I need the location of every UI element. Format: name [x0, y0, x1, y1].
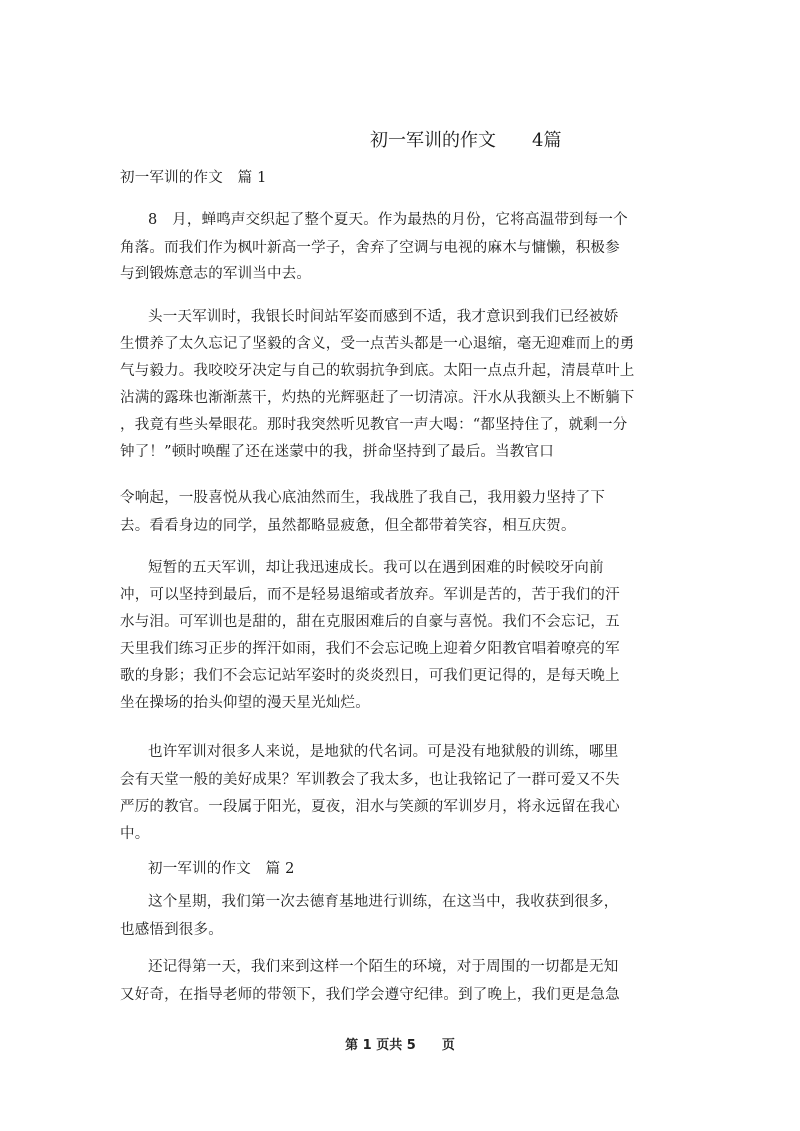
- paragraph-line: 又好奇，在指导老师的带领下，我们学会遵守纪律。到了晚上，我们更是急急: [120, 987, 620, 1003]
- paragraph-line: 令响起，一股喜悦从我心底油然而生，我战胜了我自己，我用毅力坚持了下: [120, 490, 606, 506]
- paragraph-line: 这个星期，我们第一次去德育基地进行训练，在这当中，我收获到很多，: [148, 894, 619, 910]
- paragraph-line: 8 月，蝉鸣声交织起了整个夏天。作为最热的月份，它将高温带到每一个: [148, 212, 628, 228]
- paragraph-line: 生惯养了太久忘记了坚毅的含义，受一点苦头都是一心退缩，毫无迎难而上的勇: [120, 336, 635, 352]
- paragraph-line: ，我竟有些头晕眼花。那时我突然听见教官一声大喝：“都坚持住了，就剩一分: [120, 417, 628, 433]
- paragraph-line: 角落。而我们作为枫叶新高一学子，舍弃了空调与电视的麻木与慵懒，积极参: [120, 240, 620, 256]
- paragraph-line: 去。看看身边的同学，虽然都略显疲惫，但全都带着笑容，相互庆贺。: [120, 518, 576, 534]
- paragraph-line: 中。: [120, 826, 150, 842]
- paragraph-line: 沾满的露珠也渐渐蒸干，灼热的光辉驱赶了一切清凉。汗水从我额头上不断躺下: [120, 390, 635, 406]
- paragraph-line: 还记得第一天，我们来到这样一个陌生的环境，对于周围的一切都是无知: [148, 959, 619, 975]
- paragraph-line: 天里我们练习正步的挥汗如雨，我们不会忘记晚上迎着夕阳教官唱着嘹亮的军: [120, 641, 620, 657]
- paragraph-line: 气与毅力。我咬咬牙决定与自己的软弱抗争到底。太阳一点点升起，清晨草叶上: [120, 363, 635, 379]
- title-count: 4篇: [532, 130, 562, 151]
- paragraph-line: 冲，可以坚持到最后，而不是轻易退缩或者放弃。军训是苦的，苦于我们的汗: [120, 587, 620, 603]
- section-1-heading: 初一军训的作文 篇 1: [120, 170, 267, 186]
- paragraph-line: 短暂的五天军训，却让我迅速成长。我可以在遇到困难的时候咬牙向前: [148, 560, 604, 576]
- page-footer: 第 1 页共 5 页: [345, 1038, 455, 1053]
- paragraph-line: 与到锻炼意志的军训当中去。: [120, 266, 312, 282]
- paragraph-line: 水与泪。可军训也是甜的，甜在克服困难后的自豪与喜悦。我们不会忘记，五: [120, 614, 620, 630]
- paragraph-line: 钟了！”顿时唤醒了还在迷蒙中的我，拼命坚持到了最后。当教官口: [120, 444, 554, 460]
- document-title: [370, 126, 561, 152]
- paragraph-line: 也感悟到很多。: [120, 922, 223, 938]
- paragraph-line: 歌的身影；我们不会忘记站军姿时的炎炎烈日，可我们更记得的，是每天晚上: [120, 668, 620, 684]
- paragraph-line: 头一天军训时，我银长时间站军姿而感到不适，我才意识到我们已经被娇: [148, 309, 619, 325]
- paragraph-line: 严厉的教官。一段属于阳光，夏夜，泪水与笑颜的军训岁月，将永远留在我心: [120, 799, 620, 815]
- paragraph-line: 也许军训对很多人来说，是地狱的代名词。可是没有地狱般的训练，哪里: [148, 744, 619, 760]
- paragraph-line: 会有天堂一般的美好成果？军训教会了我太多，也让我铭记了一群可爱又不失: [120, 772, 620, 788]
- section-2-heading: 初一军训的作文 篇 2: [148, 861, 295, 877]
- title-text: 初一军训的作文: [370, 130, 496, 151]
- paragraph-line: 坐在操场的抬头仰望的漫天星光灿烂。: [120, 695, 370, 711]
